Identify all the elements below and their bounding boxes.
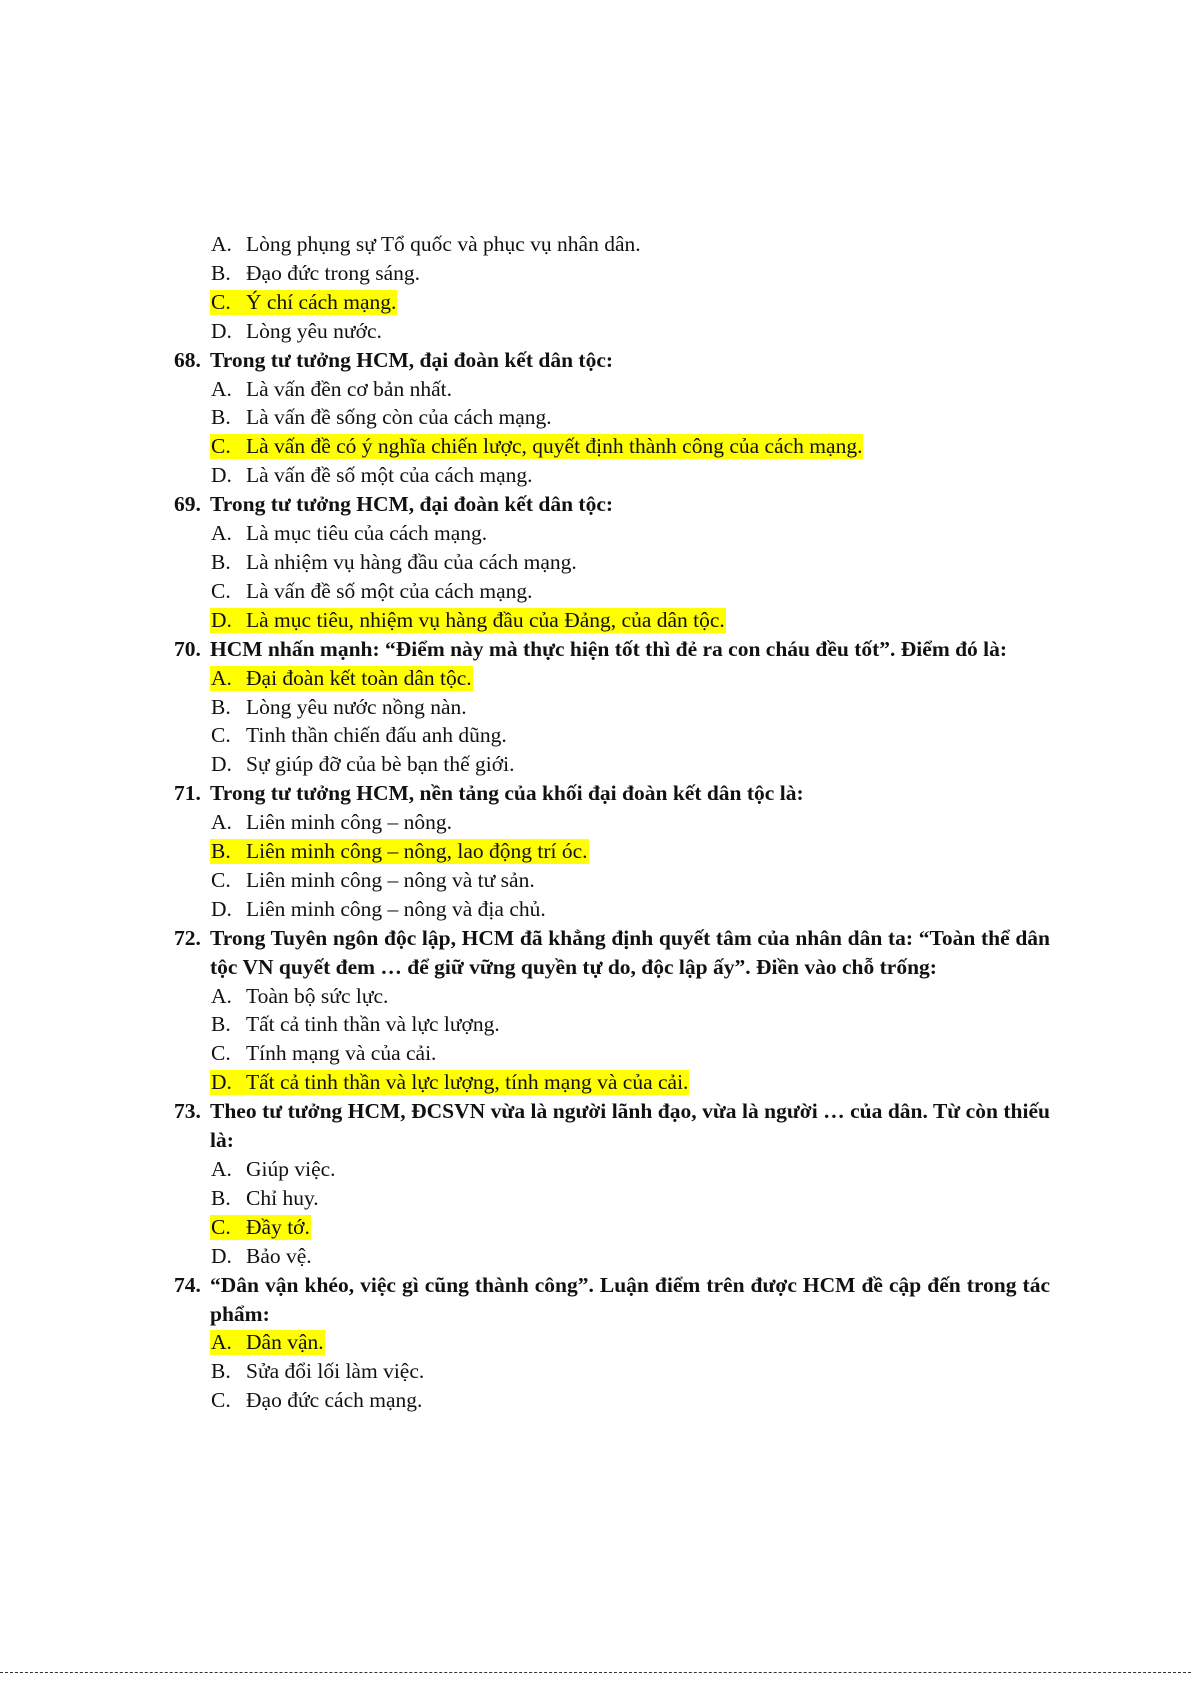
- option-content: [210, 579, 534, 604]
- option-letter: B.: [211, 839, 231, 864]
- answer-option: [174, 866, 1050, 895]
- option-letter: B.: [211, 549, 231, 574]
- option-content: [210, 1186, 320, 1211]
- answer-option: [174, 230, 1050, 259]
- question-text: Trong Tuyên ngôn độc lập, HCM đã khẳng định quyết tâm của nhân dân ta: “Toàn thể dân tộc VN quyết đem … để giữ vững quyền tự do, độc lập ấy”. Điền vào chỗ trống:: [210, 925, 1050, 979]
- option-content: [210, 666, 473, 691]
- answer-option: [174, 1184, 1050, 1213]
- answer-option-correct: [174, 1068, 1050, 1097]
- option-text: Là vấn đề số một của cách mạng.: [246, 578, 533, 603]
- option-content: [210, 868, 536, 893]
- question-stem: [174, 346, 1050, 375]
- answer-option-correct: [174, 432, 1050, 461]
- option-content: [210, 232, 642, 257]
- option-letter: B.: [211, 405, 231, 430]
- option-content: [210, 897, 547, 922]
- answer-option: [174, 1155, 1050, 1184]
- option-letter: C.: [211, 723, 231, 748]
- option-content: [210, 550, 578, 575]
- question-number: 74.: [174, 1272, 201, 1297]
- option-letter: C.: [211, 1388, 231, 1413]
- question-number: 72.: [174, 925, 201, 950]
- option-content: [210, 261, 421, 286]
- option-content: [210, 608, 726, 633]
- answer-option: [174, 693, 1050, 722]
- option-text: Bảo vệ.: [246, 1243, 312, 1268]
- option-content: [210, 377, 453, 402]
- option-text: Liên minh công – nông và tư sản.: [246, 867, 535, 892]
- option-content: [210, 463, 534, 488]
- question-text: Theo tư tưởng HCM, ĐCSVN vừa là người lãnh đạo, vừa là người … của dân. Từ còn thiếu là:: [210, 1099, 1050, 1153]
- question-document: [174, 230, 1050, 1415]
- option-content: [210, 1157, 337, 1182]
- answer-option: [174, 403, 1050, 432]
- option-text: Chỉ huy.: [246, 1185, 319, 1210]
- option-content: [210, 752, 515, 777]
- option-text: Liên minh công – nông.: [246, 810, 453, 835]
- option-text: Là mục tiêu, nhiệm vụ hàng đầu của Đảng, của dân tộc.: [246, 607, 725, 632]
- option-content: [210, 290, 397, 315]
- answer-option-correct: [174, 606, 1050, 635]
- answer-option: [174, 982, 1050, 1011]
- option-text: Lòng yêu nước.: [246, 318, 382, 343]
- option-text: Đạo đức cách mạng.: [246, 1388, 423, 1413]
- option-letter: D.: [211, 318, 232, 343]
- question-stem: [174, 1271, 1050, 1329]
- option-content: [210, 1359, 425, 1384]
- option-content: [210, 723, 508, 748]
- question-number: 70.: [174, 636, 201, 661]
- question-stem: [174, 924, 1050, 982]
- option-text: Tinh thần chiến đấu anh dũng.: [246, 723, 507, 748]
- option-letter: D.: [211, 1070, 232, 1095]
- option-letter: A.: [211, 665, 232, 690]
- option-content: [210, 319, 383, 344]
- answer-option: [174, 808, 1050, 837]
- option-letter: A.: [211, 1330, 232, 1355]
- option-content: [210, 521, 488, 546]
- answer-option: [174, 1386, 1050, 1415]
- option-content: [210, 1070, 689, 1095]
- option-text: Sự giúp đỡ của bè bạn thế giới.: [246, 752, 515, 777]
- option-text: Tính mạng và của cải.: [246, 1041, 437, 1066]
- question-number: 68.: [174, 347, 201, 372]
- option-content: [210, 405, 553, 430]
- option-letter: C.: [211, 434, 231, 459]
- option-letter: C.: [211, 1214, 231, 1239]
- page-bottom-rule: [0, 1672, 1191, 1673]
- option-letter: D.: [211, 607, 232, 632]
- option-text: Đầy tớ.: [246, 1214, 310, 1239]
- option-letter: A.: [211, 521, 232, 546]
- question-number: 73.: [174, 1099, 201, 1124]
- answer-option: [174, 1039, 1050, 1068]
- option-text: Tất cả tinh thần và lực lượng.: [246, 1012, 500, 1037]
- question-number: 71.: [174, 781, 201, 806]
- answer-option: [174, 1357, 1050, 1386]
- option-text: Lòng phụng sự Tổ quốc và phục vụ nhân dân.: [246, 232, 641, 256]
- option-text: Đạo đức trong sáng.: [246, 260, 421, 285]
- option-content: [210, 695, 468, 720]
- option-letter: B.: [211, 694, 231, 719]
- answer-option: [174, 519, 1050, 548]
- option-letter: C.: [211, 578, 231, 603]
- answer-option-correct: [174, 837, 1050, 866]
- option-text: Lòng yêu nước nồng nàn.: [246, 694, 467, 719]
- option-letter: D.: [211, 1243, 232, 1268]
- option-text: Sửa đổi lối làm việc.: [246, 1359, 425, 1384]
- option-content: [210, 1330, 325, 1355]
- option-letter: B.: [211, 1359, 231, 1384]
- answer-option: [174, 259, 1050, 288]
- answer-option: [174, 750, 1050, 779]
- option-letter: A.: [211, 810, 232, 835]
- answer-option: [174, 1010, 1050, 1039]
- answer-option: [174, 375, 1050, 404]
- option-letter: A.: [211, 376, 232, 401]
- answer-option: [174, 577, 1050, 606]
- option-text: Là nhiệm vụ hàng đầu của cách mạng.: [246, 549, 577, 574]
- option-letter: A.: [211, 1157, 232, 1181]
- answer-option-correct: [174, 1328, 1050, 1357]
- option-letter: A.: [211, 232, 232, 256]
- answer-option: [174, 317, 1050, 346]
- option-letter: B.: [211, 260, 231, 285]
- option-text: Toàn bộ sức lực.: [246, 983, 389, 1008]
- option-text: Dân vận.: [246, 1330, 324, 1355]
- option-content: [210, 1012, 501, 1037]
- answer-option: [174, 721, 1050, 750]
- option-letter: C.: [211, 867, 231, 892]
- option-text: Liên minh công – nông và địa chủ.: [246, 896, 546, 921]
- option-text: Tất cả tinh thần và lực lượng, tính mạng và của cải.: [246, 1070, 689, 1095]
- question-stem: [174, 779, 1050, 808]
- answer-option-correct: [174, 664, 1050, 693]
- option-content: [210, 1215, 311, 1240]
- option-text: Ý chí cách mạng.: [246, 289, 397, 314]
- question-text: Trong tư tưởng HCM, đại đoàn kết dân tộc:: [210, 347, 614, 372]
- question-text: Trong tư tưởng HCM, đại đoàn kết dân tộc:: [210, 492, 614, 517]
- option-content: [210, 984, 389, 1009]
- option-text: Đại đoàn kết toàn dân tộc.: [246, 665, 472, 690]
- option-text: Là mục tiêu của cách mạng.: [246, 521, 488, 546]
- option-letter: B.: [211, 1185, 231, 1210]
- option-letter: B.: [211, 1012, 231, 1037]
- question-text: “Dân vận khéo, việc gì cũng thành công”. Luận điểm trên được HCM đề cập đến trong tác phẩm:: [210, 1272, 1050, 1326]
- question-stem: [174, 490, 1050, 519]
- option-letter: D.: [211, 896, 232, 921]
- question-stem: [174, 635, 1050, 664]
- answer-option: [174, 895, 1050, 924]
- option-content: [210, 810, 453, 835]
- option-content: [210, 434, 863, 459]
- option-text: Là vấn đề sống còn của cách mạng.: [246, 405, 552, 430]
- question-number: 69.: [174, 492, 201, 517]
- answer-option: [174, 1242, 1050, 1271]
- answer-option-correct: [174, 288, 1050, 317]
- option-content: [210, 1388, 423, 1413]
- option-text: Là vấn đền cơ bản nhất.: [246, 376, 452, 401]
- answer-option: [174, 461, 1050, 490]
- answer-option: [174, 548, 1050, 577]
- option-text: Là vấn đề có ý nghĩa chiến lược, quyết định thành công của cách mạng.: [246, 434, 863, 459]
- option-letter: D.: [211, 752, 232, 777]
- option-letter: A.: [211, 983, 232, 1008]
- question-text: HCM nhấn mạnh: “Điểm này mà thực hiện tốt thì đẻ ra con cháu đều tốt”. Điểm đó là:: [210, 636, 1008, 661]
- option-letter: C.: [211, 289, 231, 314]
- option-content: [210, 1244, 313, 1269]
- option-letter: D.: [211, 463, 232, 488]
- question-stem: [174, 1097, 1050, 1155]
- option-content: [210, 1041, 437, 1066]
- option-text: Liên minh công – nông, lao động trí óc.: [246, 839, 588, 864]
- option-text: Giúp việc.: [246, 1157, 336, 1181]
- option-content: [210, 839, 589, 864]
- question-text: Trong tư tưởng HCM, nền tảng của khối đại đoàn kết dân tộc là:: [210, 781, 804, 806]
- option-text: Là vấn đề số một của cách mạng.: [246, 463, 533, 488]
- option-letter: C.: [211, 1041, 231, 1066]
- answer-option-correct: [174, 1213, 1050, 1242]
